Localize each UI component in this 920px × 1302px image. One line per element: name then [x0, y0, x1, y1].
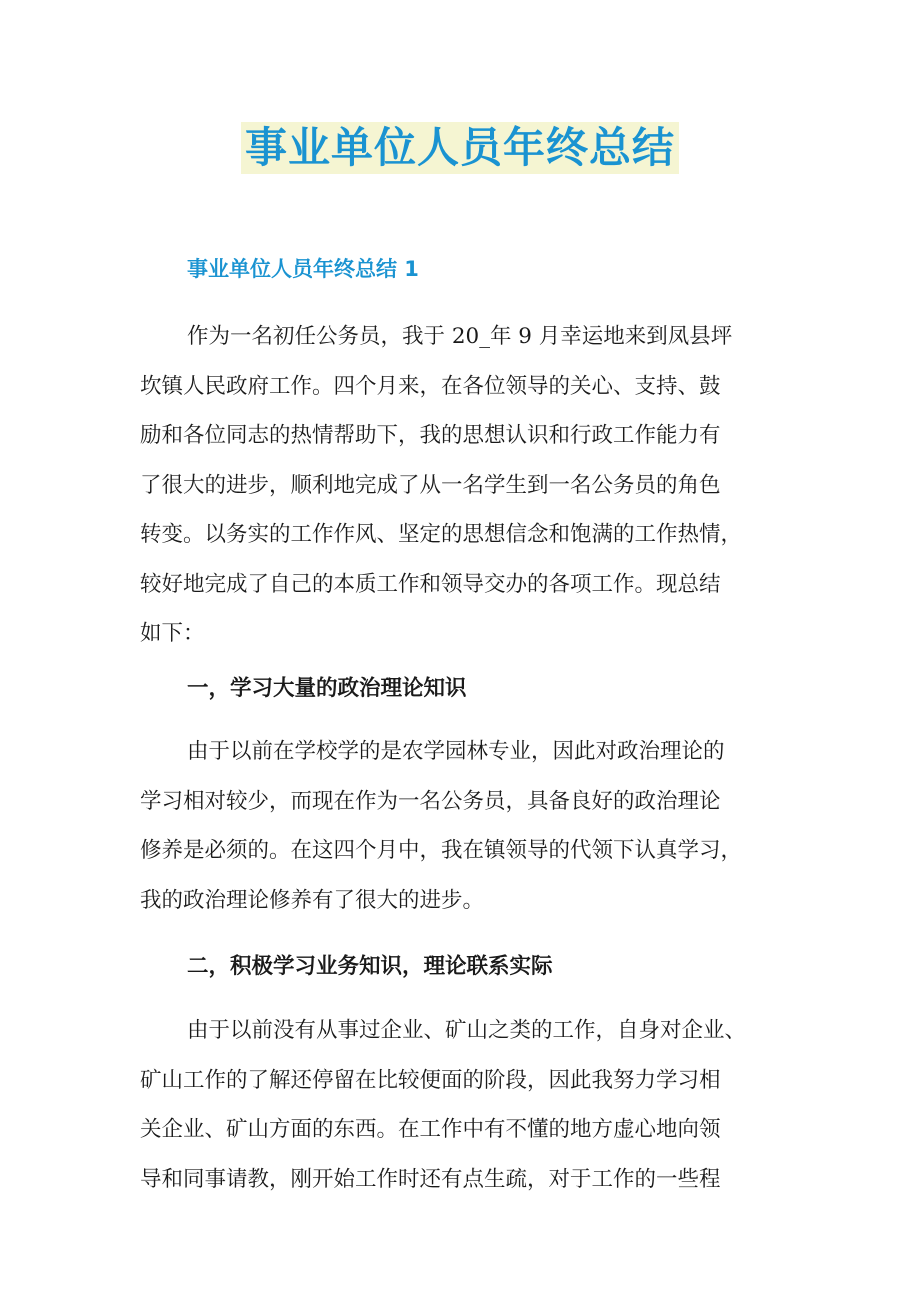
paragraph-intro — [140, 312, 784, 659]
section-subtitle: 事业单位人员年终总结 1 — [187, 257, 419, 281]
paragraph-line: 由于以前没有从事过企业、矿山之类的工作，自身对企业、 — [187, 1018, 747, 1043]
paragraph-line: 导和同事请教，刚开始工作时还有点生疏，对于工作的一些程 — [140, 1166, 721, 1192]
paragraph-line: 由于以前在学校学的是农学园林专业，因此对政治理论的 — [187, 739, 725, 764]
paragraph-line: 矿山工作的了解还停留在比较便面的阶段，因此我努力学习相 — [140, 1067, 721, 1093]
paragraph-line: 修养是必须的。在这四个月中，我在镇领导的代领下认真学习， — [140, 838, 743, 863]
paragraph-line: 如下： — [140, 621, 205, 646]
paragraph-line: 我的政治理论修养有了很大的进步。 — [140, 887, 485, 913]
paragraph-line: 作为一名初任公务员，我于 20_年 9 月幸运地来到凤县坪 — [187, 324, 733, 349]
paragraph-line: 坎镇人民政府工作。四个月来，在各位领导的关心、支持、鼓 — [140, 373, 721, 399]
paragraph-line: 了很大的进步，顺利地完成了从一名学生到一名公务员的角色 — [140, 472, 721, 498]
paragraph-line: 励和各位同志的热情帮助下，我的思想认识和行政工作能力有 — [140, 423, 721, 448]
title-container — [0, 122, 920, 174]
paragraph-line: 转变。以务实的工作作风、坚定的思想信念和饱满的工作热情， — [140, 522, 743, 547]
section-heading-2: 二，积极学习业务知识，理论联系实际 — [187, 954, 553, 979]
paragraph-business — [140, 1006, 784, 1204]
document-title: 事业单位人员年终总结 — [241, 122, 679, 174]
paragraph-line: 学习相对较少，而现在作为一名公务员，具备良好的政治理论 — [140, 788, 721, 814]
paragraph-politics — [140, 727, 784, 925]
paragraph-line: 关企业、矿山方面的东西。在工作中有不懂的地方虚心地向领 — [140, 1117, 721, 1142]
paragraph-line: 较好地完成了自己的本质工作和领导交办的各项工作。现总结 — [140, 571, 721, 597]
section-heading-1: 一，学习大量的政治理论知识 — [187, 676, 467, 701]
